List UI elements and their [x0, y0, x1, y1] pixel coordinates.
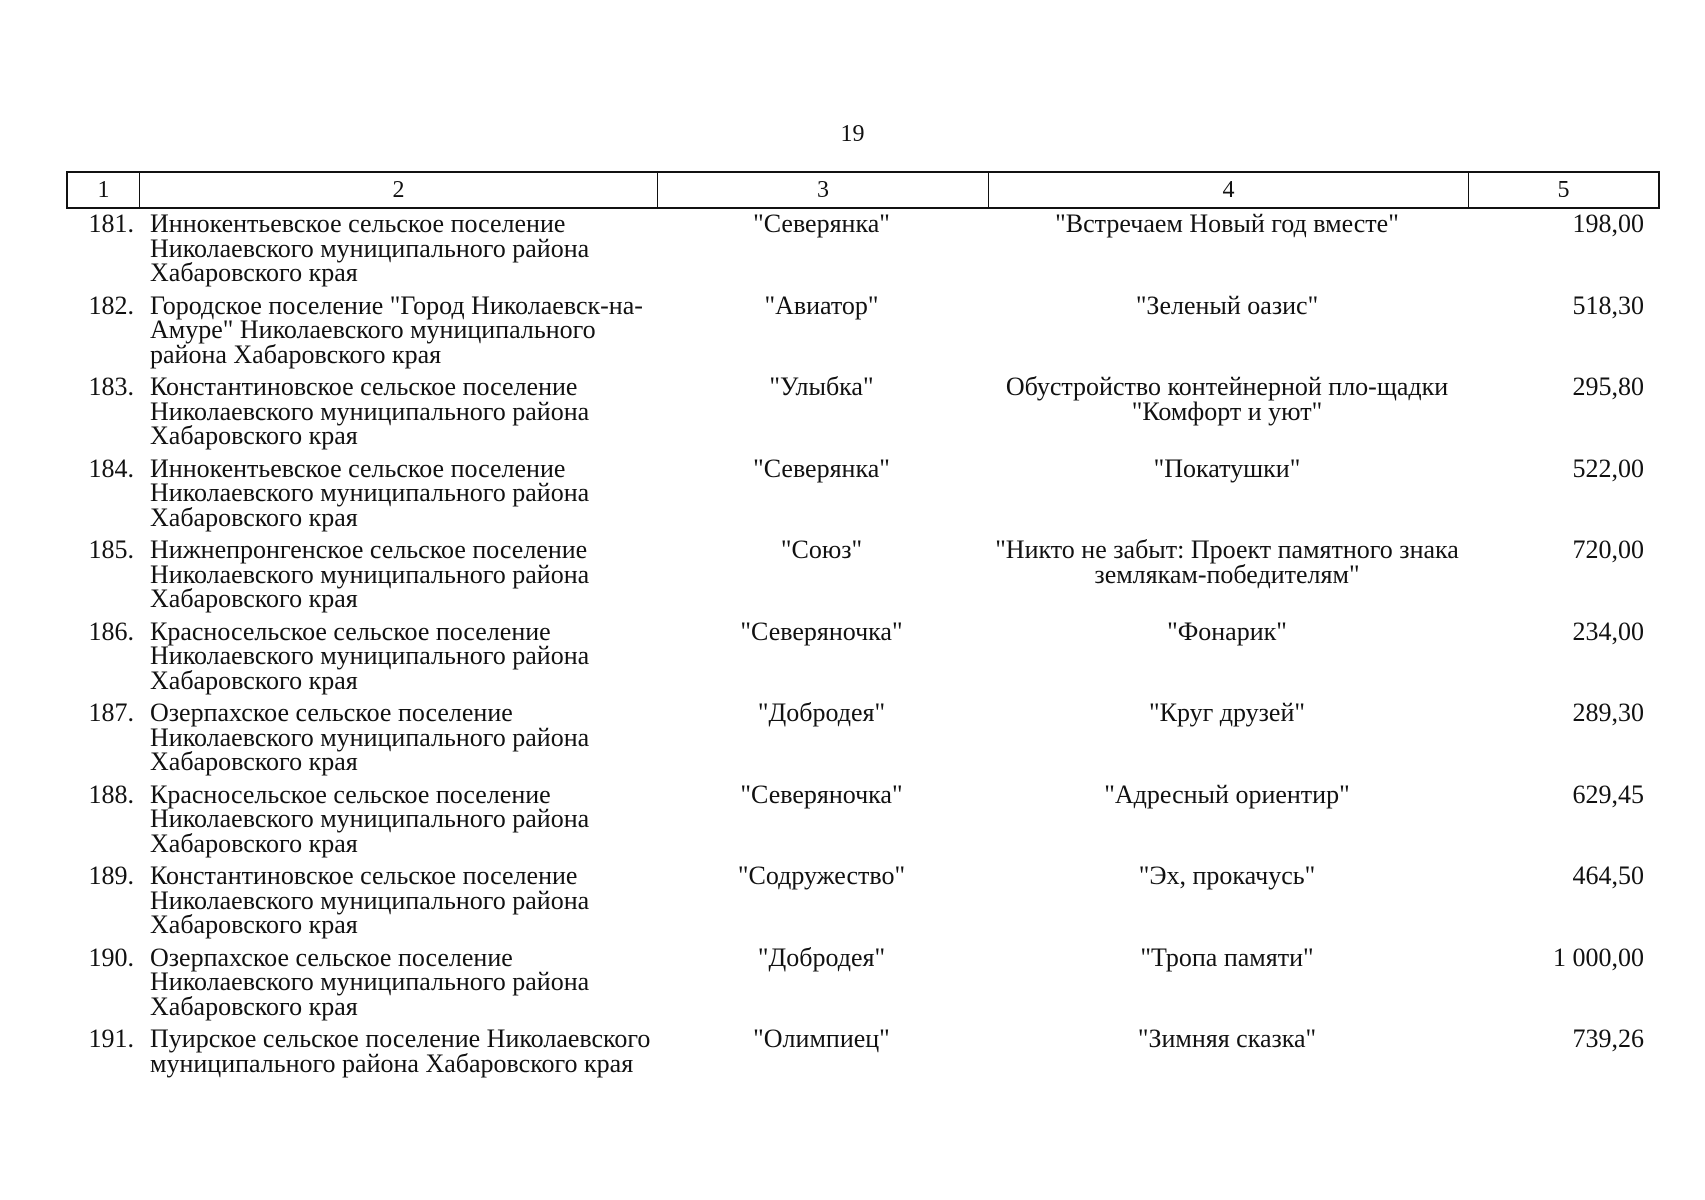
table-body [66, 209, 1660, 1084]
municipality-name: Городское поселение "Город Николаевск-на-Амуре" Николаевского муниципального района Хабаровского края [150, 290, 643, 369]
row-number: 187. [88, 698, 134, 727]
municipality-name: Иннокентьевское сельское поселение Николаевского муниципального района Хабаровского края [150, 209, 590, 287]
header-col-5: 5 [1557, 177, 1570, 203]
club-name: "Северяночка" [740, 616, 903, 646]
table-row [66, 209, 1660, 287]
table-row [66, 698, 1660, 776]
municipality-name: Красносельское сельское поселение Николаевского муниципального района Хабаровского края [150, 779, 590, 858]
row-number: 189. [88, 861, 134, 890]
amount: 198,00 [1572, 209, 1644, 238]
municipality-name: Пуирское сельское поселение Николаевского муниципального района Хабаровского края [150, 1024, 651, 1078]
amount: 295,80 [1572, 372, 1644, 401]
row-number: 186. [88, 616, 134, 646]
row-number: 181. [88, 209, 134, 238]
club-name: "Олимпиец" [753, 1024, 890, 1053]
amount: 522,00 [1572, 453, 1644, 483]
project-name: "Адресный ориентир" [1104, 779, 1350, 809]
row-number: 191. [88, 1024, 134, 1053]
table-row [66, 290, 1660, 369]
club-name: "Северянка" [753, 209, 890, 238]
page-number: 19 [840, 121, 865, 147]
project-name: "Фонарик" [1167, 616, 1287, 646]
table-row [66, 535, 1660, 613]
amount: 629,45 [1572, 779, 1644, 809]
header-col-2: 2 [140, 173, 658, 207]
project-name: "Эх, прокачусь" [1138, 861, 1316, 890]
table-header [66, 171, 1660, 209]
row-number: 190. [88, 942, 134, 972]
header-col-3: 3 [658, 173, 989, 207]
club-name: "Авиатор" [764, 290, 879, 320]
amount: 464,50 [1572, 861, 1644, 890]
amount: 739,26 [1572, 1024, 1644, 1053]
amount: 518,30 [1572, 290, 1644, 320]
club-name: "Улыбка" [769, 372, 874, 401]
project-name: "Зимняя сказка" [1137, 1024, 1317, 1053]
project-name: "Зеленый оазис" [1135, 290, 1319, 320]
project-name: "Тропа памяти" [1140, 942, 1314, 972]
municipality-name: Иннокентьевское сельское поселение Николаевского муниципального района Хабаровского края [150, 453, 590, 532]
municipality-name: Константиновское сельское поселение Николаевского муниципального района Хабаровского края [150, 861, 590, 939]
header-col-1: 1 [68, 173, 140, 207]
club-name: "Союз" [780, 535, 863, 564]
table-row [66, 861, 1660, 939]
row-number: 183. [88, 372, 134, 401]
row-number: 188. [88, 779, 134, 809]
amount: 289,30 [1572, 698, 1644, 727]
amount: 234,00 [1572, 616, 1644, 646]
row-number: 184. [88, 453, 134, 483]
project-name: Обустройство контейнерной пло-щадки "Комфорт и уют" [1005, 372, 1449, 426]
amount: 1 000,00 [1553, 942, 1644, 972]
row-number: 182. [88, 290, 134, 320]
table-row [66, 372, 1660, 450]
municipality-name: Озерпахское сельское поселение Николаевского муниципального района Хабаровского края [150, 698, 590, 776]
table-row [66, 453, 1660, 532]
municipality-name: Озерпахское сельское поселение Николаевского муниципального района Хабаровского края [150, 942, 590, 1021]
table-row [66, 779, 1660, 858]
row-number: 185. [88, 535, 134, 564]
club-name: "Добродея" [757, 698, 886, 727]
municipality-name: Нижнепронгенское сельское поселение Николаевского муниципального района Хабаровского края [150, 535, 590, 613]
table-row [66, 1024, 1660, 1078]
club-name: "Северяночка" [740, 779, 903, 809]
club-name: "Добродея" [757, 942, 886, 972]
project-name: "Покатушки" [1153, 453, 1301, 483]
municipality-name: Красносельское сельское поселение Николаевского муниципального района Хабаровского края [150, 616, 590, 695]
project-name: "Встречаем Новый год вместе" [1055, 209, 1399, 238]
table-row [66, 942, 1660, 1021]
project-name: "Никто не забыт: Проект памятного знака землякам-победителям" [995, 535, 1459, 589]
club-name: "Северянка" [753, 453, 890, 483]
header-col-4: 4 [989, 173, 1469, 207]
project-name: "Круг друзей" [1149, 698, 1305, 727]
municipality-name: Константиновское сельское поселение Николаевского муниципального района Хабаровского края [150, 372, 590, 450]
table-row [66, 616, 1660, 695]
club-name: "Содружество" [737, 861, 906, 890]
amount: 720,00 [1572, 535, 1644, 564]
